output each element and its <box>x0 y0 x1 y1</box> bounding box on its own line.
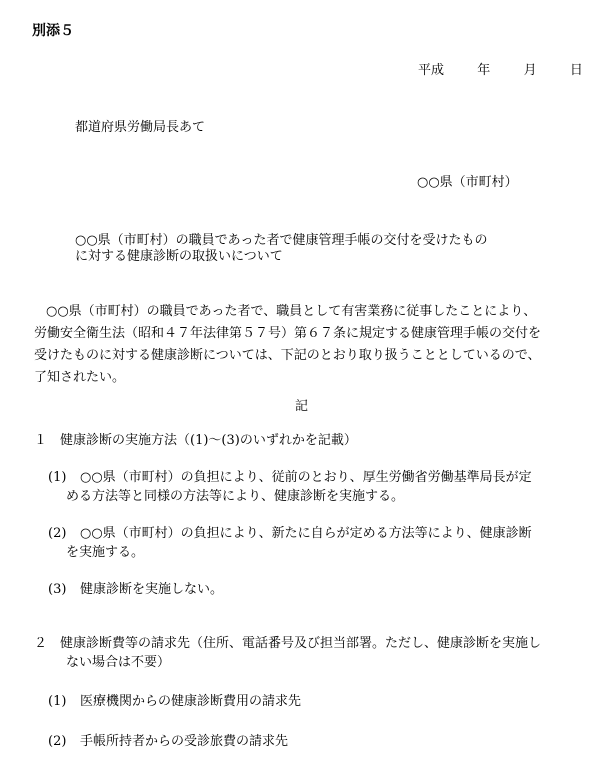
section1-item3-num: (3) <box>48 582 67 597</box>
addressee: 都道府県労働局長あて <box>75 120 206 135</box>
section2-item1-num: (1) <box>48 694 67 709</box>
section2-heading-line-1: ２ 健康診断費等の請求先（住所、電話番号及び担当部署。ただし、健康診断を実施し <box>34 636 542 651</box>
section2-item2-num: (2) <box>48 734 67 749</box>
section2-item1-text: 医療機関からの健康診断費用の請求先 <box>80 694 302 709</box>
date-month: 月 <box>523 63 537 78</box>
ki-heading: 記 <box>295 399 309 414</box>
date-day: 日 <box>569 63 583 78</box>
subject-line-2: に対する健康診断の取扱いについて <box>75 249 283 264</box>
date-line <box>418 63 583 79</box>
section2-item2-text: 手帳所持者からの受診旅費の請求先 <box>80 734 289 749</box>
body-line-1: ○○県（市町村）の職員であった者で、職員として有害業務に従事したことにより、 <box>46 304 537 319</box>
body-line-3: 受けたものに対する健康診断については、下記のとおり取り扱うこととしているので、 <box>34 348 541 363</box>
section1-item2-num: (2) <box>48 526 67 541</box>
attachment-label: 別添５ <box>32 23 74 39</box>
section2-heading-line-2: ない場合は不要） <box>66 655 171 670</box>
body-line-4: 了知されたい。 <box>34 370 126 385</box>
body-line-2: 労働安全衛生法（昭和４７年法律第５７号）第６７条に規定する健康管理手帳の交付を <box>34 326 542 341</box>
date-era: 平成 <box>418 63 445 78</box>
subject-line-1: ○○県（市町村）の職員であった者で健康管理手帳の交付を受けたもの <box>75 233 488 248</box>
section1-heading: １ 健康診断の実施方法（(1)～(3)のいずれかを記載） <box>34 433 357 448</box>
section1-item2-line2: を実施する。 <box>66 545 145 560</box>
section1-item3-line1: 健康診断を実施しない。 <box>80 582 224 597</box>
section1-item1-line1: ○○県（市町村）の負担により、従前のとおり、厚生労働省労働基準局長が定 <box>80 470 532 485</box>
date-year: 年 <box>477 63 491 78</box>
sender: ○○県（市町村） <box>417 175 518 190</box>
section1-item1-line2: める方法等と同様の方法等により、健康診断を実施する。 <box>66 489 405 504</box>
section1-item2-line1: ○○県（市町村）の負担により、新たに自らが定める方法等により、健康診断 <box>80 526 532 541</box>
section1-item1-num: (1) <box>48 470 67 485</box>
